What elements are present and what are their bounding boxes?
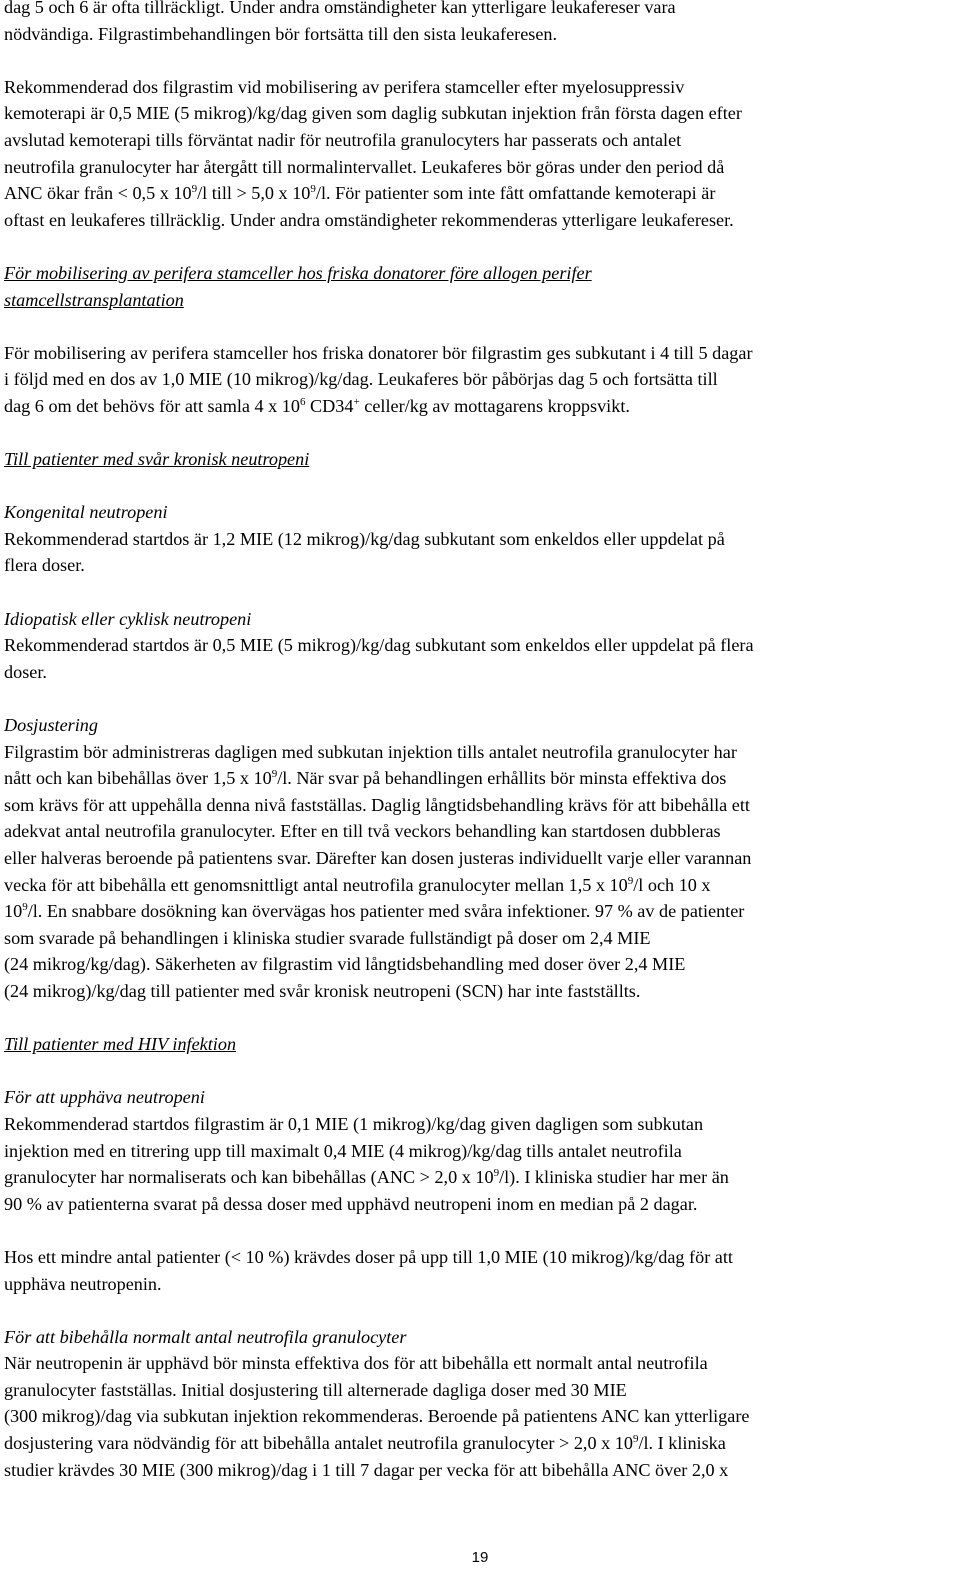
- text-line: dosjustering vara nödvändig för att bibehålla antalet neutrofila granulocyter > 2,0 x 10: [4, 1433, 633, 1454]
- text-line: För mobilisering av perifera stamceller hos friska donatorer bör filgrastim ges subkutant i 4 till 5 dagar: [4, 342, 753, 363]
- document-page: [4, 0, 957, 1483]
- text-line: /l. När svar på behandlingen erhållits bör minsta effektiva dos: [277, 768, 727, 789]
- text-line: Filgrastim bör administreras dagligen med subkutan injektion tills antalet neutrofila granulocyter har: [4, 741, 737, 762]
- subheading-uppheva: För att upphäva neutropeni: [4, 1087, 205, 1108]
- text-line: oftast en leukaferes tillräcklig. Under andra omständigheter rekommenderas ytterligare leukafereser.: [4, 209, 734, 230]
- text-line: granulocyter fastställas. Initial dosjustering till alternerade dagliga doser med 30 MIE: [4, 1379, 627, 1400]
- text-line: dag 5 och 6 är ofta tillräckligt. Under andra omständigheter kan ytterligare leukafereser vara: [4, 0, 676, 17]
- text-line: som krävs för att uppehålla denna nivå fastställas. Daglig långtidsbehandling krävs för att bibehålla ett: [4, 794, 750, 815]
- text-line: neutrofila granulocyter har återgått till normalintervallet. Leukaferes bör göras under den period då: [4, 156, 725, 177]
- superscript: 9: [22, 901, 28, 914]
- text-line: Rekommenderad startdos är 0,5 MIE (5 mikrog)/kg/dag subkutant som enkeldos eller uppdelat på flera: [4, 635, 754, 656]
- text-line: avslutad kemoterapi tills förväntat nadir för neutrofila granulocyters har passerats och antalet: [4, 129, 682, 150]
- paragraph-dosjustering: [4, 739, 957, 1005]
- text-line: studier krävdes 30 MIE (300 mikrog)/dag i 1 till 7 dagar per vecka för att bibehålla ANC över 2,0 x: [4, 1459, 729, 1480]
- text-line: (24 mikrog)/kg/dag till patienter med svår kronisk neutropeni (SCN) har inte fastställts.: [4, 980, 641, 1001]
- superscript: 9: [191, 183, 198, 196]
- text-line: adekvat antal neutrofila granulocyter. Efter en till två veckors behandling kan startdosen dubbleras: [4, 821, 721, 842]
- text-line: upphäva neutropenin.: [4, 1273, 162, 1294]
- text-line: /l. En snabbare dosökning kan övervägas hos patienter med svåra infektioner. 97 % av de patienter: [27, 901, 745, 922]
- superscript: 9: [310, 183, 316, 196]
- text-line: CD34: [305, 395, 354, 416]
- section-heading-healthy-donors: [4, 260, 957, 313]
- text-line: Rekommenderad startdos filgrastim är 0,1 MIE (1 mikrog)/kg/dag given dagligen som subkutan: [4, 1113, 704, 1134]
- subheading-idiopatisk: Idiopatisk eller cyklisk neutropeni: [4, 608, 252, 629]
- paragraph-uppheva: [4, 1111, 957, 1217]
- subheading-bibehalla: För att bibehålla normalt antal neutrofila granulocyter: [4, 1326, 407, 1347]
- paragraph-healthy-donors: [4, 340, 957, 420]
- text-line: nödvändiga. Filgrastimbehandlingen bör fortsätta till den sista leukaferesen.: [4, 23, 558, 44]
- text-line: (24 mikrog/kg/dag). Säkerheten av filgrastim vid långtidsbehandling med doser över 2,4 MIE: [4, 954, 686, 975]
- text-line: /l). I kliniska studier har mer än: [499, 1167, 729, 1188]
- text-line: nått och kan bibehållas över 1,5 x 10: [4, 768, 272, 789]
- page-number: 19: [471, 1549, 489, 1566]
- superscript: +: [353, 395, 360, 408]
- text-line: eller halveras beroende på patientens svar. Därefter kan dosen justeras individuellt varje eller varannan: [4, 848, 752, 868]
- text-line: /l och 10 x: [633, 874, 711, 895]
- text-line: kemoterapi är 0,5 MIE (5 mikrog)/kg/dag given som daglig subkutan injektion från första dagen efter: [4, 103, 742, 124]
- superscript: 9: [271, 768, 278, 781]
- text-line: i följd med en dos av 1,0 MIE (10 mikrog)/kg/dag. Leukaferes bör påbörjas dag 5 och fortsätta till: [4, 369, 718, 390]
- text-line: dag 6 om det behövs för att samla 4 x 10: [4, 395, 300, 416]
- text-line: vecka för att bibehålla ett genomsnittligt antal neutrofila granulocyter mellan 1,5 x 10: [4, 874, 628, 895]
- text-line: /l. I kliniska: [638, 1433, 726, 1454]
- superscript: 6: [300, 395, 306, 408]
- text-line: (300 mikrog)/dag via subkutan injektion rekommenderas. Beroende på patientens ANC kan ytterligare: [4, 1406, 750, 1427]
- paragraph-bibehalla: [4, 1350, 957, 1483]
- text-line: doser.: [4, 661, 47, 682]
- subheading-dosjustering: Dosjustering: [4, 715, 98, 736]
- subheading-kongenital: Kongenital neutropeni: [4, 502, 168, 523]
- text-line: /l. För patienter som inte fått omfattande kemoterapi är: [315, 183, 716, 204]
- text-line: ANC ökar från < 0,5 x 10: [4, 183, 192, 204]
- paragraph-idiopatisk: [4, 632, 957, 685]
- paragraph-kongenital: [4, 526, 957, 579]
- text-line: Hos ett mindre antal patienter (< 10 %) krävdes doser på upp till 1,0 MIE (10 mikrog)/kg/dag för att: [4, 1246, 733, 1267]
- section-heading-scn: Till patienter med svår kronisk neutropeni: [4, 449, 310, 470]
- superscript: 9: [632, 1433, 639, 1446]
- text-line: stamcellstransplantation: [4, 289, 184, 310]
- text-line: 10: [4, 901, 23, 922]
- text-line: celler/kg av mottagarens kroppsvikt.: [359, 395, 630, 416]
- text-line: 90 % av patienterna svarat på dessa doser med upphävd neutropeni inom en median på 2 dagar.: [4, 1193, 698, 1214]
- text-line: När neutropenin är upphävd bör minsta effektiva dos för att bibehålla ett normalt antal neutrofila: [4, 1353, 708, 1374]
- text-line: granulocyter har normaliserats och kan bibehållas (ANC > 2,0 x 10: [4, 1167, 494, 1188]
- text-line: som svarade på behandlingen i kliniska studier svarade fullständigt på doser om 2,4 MIE: [4, 927, 651, 948]
- text-line: Rekommenderad dos filgrastim vid mobilisering av perifera stamceller efter myelosuppressiv: [4, 76, 685, 97]
- text-line: injektion med en titrering upp till maximalt 0,4 MIE (4 mikrog)/kg/dag tills antalet neutrofila: [4, 1140, 682, 1161]
- text-line: /l till > 5,0 x 10: [197, 183, 311, 204]
- paragraph-mindre-antal: [4, 1244, 957, 1297]
- text-line: Rekommenderad startdos är 1,2 MIE (12 mikrog)/kg/dag subkutant som enkeldos eller uppdelat på: [4, 528, 725, 549]
- superscript: 9: [493, 1167, 500, 1180]
- text-line: För mobilisering av perifera stamceller hos friska donatorer före allogen perifer: [4, 262, 592, 283]
- paragraph-intro-continued: [4, 0, 957, 47]
- section-heading-hiv: Till patienter med HIV infektion: [4, 1034, 237, 1055]
- superscript: 9: [627, 874, 634, 887]
- text-line: flera doser.: [4, 555, 85, 576]
- paragraph-mobilisering-after-chemo: [4, 74, 957, 234]
